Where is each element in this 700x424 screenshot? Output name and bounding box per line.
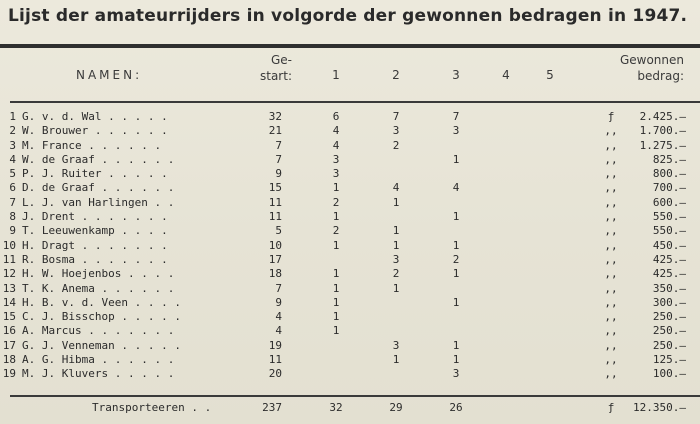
starts-count: 19 (268, 338, 282, 352)
currency-mark: ,, (604, 167, 618, 181)
third-places: 1 (452, 267, 460, 281)
starts-count: 10 (268, 238, 282, 252)
row-number: 8 (9, 210, 16, 224)
table-row (0, 324, 700, 338)
rider-name: G. v. d. Wal . . . . . (22, 110, 168, 123)
starts-count: 21 (268, 124, 282, 138)
currency-mark: ƒ (607, 110, 615, 123)
rider-name: L. J. van Harlingen . . (22, 195, 175, 209)
total-amount: 12.350.— (633, 401, 686, 414)
table-row (0, 153, 700, 167)
row-number: 17 (2, 338, 16, 352)
third-places: 1 (452, 152, 460, 166)
row-number: 6 (9, 181, 16, 195)
second-places: 1 (392, 281, 400, 295)
prize-amount: 2.425.— (639, 110, 686, 123)
table-row (0, 196, 700, 210)
first-places: 3 (332, 167, 340, 181)
starts-count: 5 (275, 224, 282, 238)
table-body (0, 110, 700, 382)
prize-amount: 700.— (652, 181, 686, 195)
rider-name: P. J. Ruiter . . . . . (22, 167, 168, 181)
third-places: 1 (452, 295, 460, 309)
row-number: 7 (9, 195, 16, 209)
row-number: 4 (9, 152, 16, 166)
first-places: 2 (332, 224, 340, 238)
starts-count: 4 (275, 310, 282, 324)
table-row (0, 210, 700, 224)
table-row (0, 110, 700, 124)
total-starts: 237 (262, 401, 282, 414)
prize-amount: 1.700.— (639, 124, 686, 138)
prize-amount: 425.— (652, 252, 686, 266)
table-row (0, 224, 700, 238)
third-places: 1 (452, 338, 460, 352)
prize-amount: 425.— (652, 267, 686, 281)
third-places: 2 (452, 252, 460, 266)
starts-count: 18 (268, 267, 282, 281)
prize-amount: 300.— (652, 295, 686, 309)
second-places: 1 (392, 224, 400, 238)
starts-count: 11 (268, 210, 282, 224)
prize-amount: 600.— (652, 195, 686, 209)
starts-count: 11 (268, 195, 282, 209)
table-row (0, 339, 700, 353)
table-row (0, 253, 700, 267)
prize-amount: 800.— (652, 167, 686, 181)
row-number: 14 (2, 295, 16, 309)
starts-count: 4 (275, 324, 282, 338)
starts-count: 7 (275, 152, 282, 166)
table-row (0, 239, 700, 253)
prize-amount: 1.275.— (639, 138, 686, 152)
third-places: 1 (452, 238, 460, 252)
page-title: Lijst der amateurrijders in volgorde der gewonnen bedragen in 1947. (8, 6, 688, 26)
starts-count: 7 (275, 281, 282, 295)
header-gestart-line2: start: (260, 69, 292, 83)
transport-label: Transporteeren . . (92, 401, 212, 414)
currency-mark: ,, (604, 353, 618, 367)
rider-name: A. G. Hibma . . . . . . (22, 353, 175, 367)
currency-mark: ,, (604, 338, 618, 352)
second-places: 1 (392, 353, 400, 367)
table-row (0, 124, 700, 138)
prize-amount: 450.— (652, 238, 686, 252)
first-places: 1 (332, 181, 340, 195)
header-col-1: 1 (332, 68, 340, 82)
first-places: 2 (332, 195, 340, 209)
table-row (0, 367, 700, 381)
prize-amount: 825.— (652, 152, 686, 166)
top-rule (0, 44, 700, 48)
row-number: 11 (2, 252, 16, 266)
table-row (0, 167, 700, 181)
currency-mark: ,, (604, 281, 618, 295)
currency-mark: ,, (604, 152, 618, 166)
table-row (0, 282, 700, 296)
starts-count: 20 (268, 367, 282, 381)
table-row (0, 267, 700, 281)
row-number: 5 (9, 167, 16, 181)
first-places: 1 (332, 324, 340, 338)
table-row (0, 296, 700, 310)
currency-mark: ,, (604, 181, 618, 195)
total-currency-mark: ƒ (607, 401, 615, 414)
second-places: 7 (392, 110, 400, 123)
rider-name: C. J. Bisschop . . . . . (22, 310, 181, 324)
rider-name: T. Leeuwenkamp . . . . (22, 224, 168, 238)
currency-mark: ,, (604, 210, 618, 224)
row-number: 1 (9, 110, 16, 123)
rider-name: J. Drent . . . . . . . (22, 210, 168, 224)
currency-mark: ,, (604, 224, 618, 238)
second-places: 3 (392, 252, 400, 266)
rider-name: W. Brouwer . . . . . . (22, 124, 168, 138)
starts-count: 32 (268, 110, 282, 123)
header-col-5: 5 (546, 68, 554, 82)
table-row (0, 181, 700, 195)
total-second-places: 29 (389, 401, 403, 414)
second-places: 2 (392, 138, 400, 152)
currency-mark: ,, (604, 295, 618, 309)
first-places: 1 (332, 238, 340, 252)
table-row (0, 310, 700, 324)
row-number: 2 (9, 124, 16, 138)
starts-count: 17 (268, 252, 282, 266)
prize-amount: 250.— (652, 310, 686, 324)
rider-name: R. Bosma . . . . . . . (22, 252, 168, 266)
currency-mark: ,, (604, 310, 618, 324)
rider-name: M. France . . . . . . (22, 138, 162, 152)
second-places: 3 (392, 124, 400, 138)
prize-amount: 125.— (652, 353, 686, 367)
header-gestart (248, 52, 292, 84)
prize-amount: 250.— (652, 338, 686, 352)
row-number: 9 (9, 224, 16, 238)
row-number: 16 (2, 324, 16, 338)
starts-count: 9 (275, 167, 282, 181)
starts-count: 15 (268, 181, 282, 195)
third-places: 1 (452, 353, 460, 367)
third-places: 4 (452, 181, 460, 195)
third-places: 3 (452, 367, 460, 381)
total-third-places: 26 (449, 401, 463, 414)
rider-name: M. J. Kluvers . . . . . (22, 367, 175, 381)
rider-name: D. de Graaf . . . . . . (22, 181, 175, 195)
header-amount (604, 52, 684, 84)
currency-mark: ,, (604, 238, 618, 252)
rider-name: W. de Graaf . . . . . . (22, 152, 175, 166)
header-amount-line1: Gewonnen (619, 53, 684, 67)
header-gestart-line1: Ge- (270, 53, 292, 67)
row-number: 12 (2, 267, 16, 281)
third-places: 3 (452, 124, 460, 138)
header-amount-line2: bedrag: (637, 69, 684, 83)
table-row (0, 353, 700, 367)
second-places: 3 (392, 338, 400, 352)
row-number: 15 (2, 310, 16, 324)
first-places: 1 (332, 310, 340, 324)
table-row (0, 139, 700, 153)
second-places: 4 (392, 181, 400, 195)
rider-name: H. W. Hoejenbos . . . . (22, 267, 175, 281)
rider-name: H. B. v. d. Veen . . . . (22, 295, 181, 309)
currency-mark: ,, (604, 367, 618, 381)
second-places: 1 (392, 195, 400, 209)
starts-count: 9 (275, 295, 282, 309)
first-places: 1 (332, 281, 340, 295)
first-places: 1 (332, 267, 340, 281)
starts-count: 7 (275, 138, 282, 152)
currency-mark: ,, (604, 252, 618, 266)
header-col-4: 4 (502, 68, 510, 82)
prize-amount: 100.— (652, 367, 686, 381)
header-names: NAMEN: (76, 68, 143, 82)
currency-mark: ,, (604, 195, 618, 209)
footer-rule (10, 395, 700, 397)
starts-count: 11 (268, 353, 282, 367)
header-col-3: 3 (452, 68, 460, 82)
prize-amount: 350.— (652, 281, 686, 295)
prize-amount: 550.— (652, 210, 686, 224)
third-places: 7 (452, 110, 460, 123)
currency-mark: ,, (604, 324, 618, 338)
row-number: 19 (2, 367, 16, 381)
rider-name: A. Marcus . . . . . . . (22, 324, 175, 338)
currency-mark: ,, (604, 138, 618, 152)
row-number: 13 (2, 281, 16, 295)
third-places: 1 (452, 210, 460, 224)
header-col-2: 2 (392, 68, 400, 82)
first-places: 1 (332, 295, 340, 309)
currency-mark: ,, (604, 124, 618, 138)
header-rule (10, 101, 700, 103)
row-number: 18 (2, 353, 16, 367)
row-number: 10 (2, 238, 16, 252)
first-places: 4 (332, 138, 340, 152)
total-first-places: 32 (329, 401, 343, 414)
second-places: 1 (392, 238, 400, 252)
first-places: 3 (332, 152, 340, 166)
rider-name: H. Dragt . . . . . . . (22, 238, 168, 252)
second-places: 2 (392, 267, 400, 281)
rider-name: G. J. Venneman . . . . . (22, 338, 181, 352)
prize-amount: 550.— (652, 224, 686, 238)
rider-name: T. K. Anema . . . . . . (22, 281, 175, 295)
first-places: 1 (332, 210, 340, 224)
first-places: 4 (332, 124, 340, 138)
first-places: 6 (332, 110, 340, 123)
currency-mark: ,, (604, 267, 618, 281)
row-number: 3 (9, 138, 16, 152)
prize-amount: 250.— (652, 324, 686, 338)
